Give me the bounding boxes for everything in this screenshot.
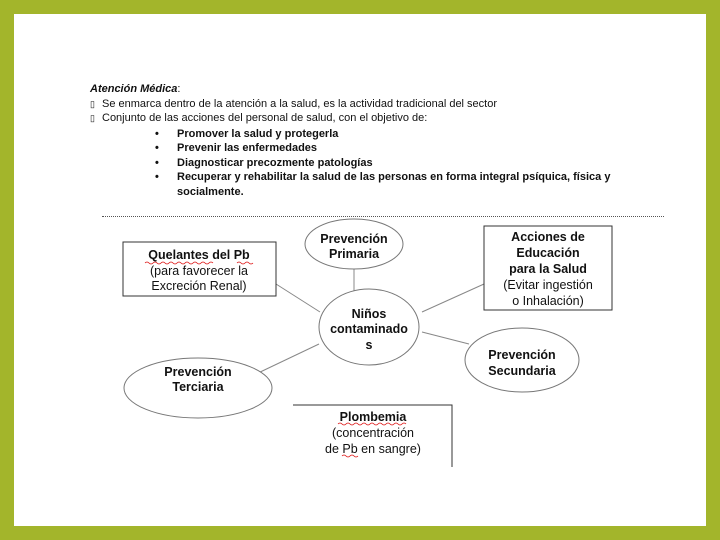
- quelantes-line-1: Quelantes del Pb: [148, 248, 250, 262]
- objective-item: • Diagnosticar precozmente patologías: [152, 156, 690, 171]
- quelantes-line-2: (para favorecer la: [150, 264, 248, 278]
- connector-secundaria: [422, 332, 469, 344]
- description-text-1: Se enmarca dentro de la atención a la salud, es la actividad tradicional del sector: [102, 97, 498, 110]
- heading-colon: :: [177, 83, 181, 95]
- slide: [14, 14, 706, 526]
- center-line-2: contaminado: [330, 322, 408, 336]
- objective-continuation: socialmente.: [177, 185, 244, 198]
- acciones-line-1: Acciones de: [511, 230, 585, 244]
- terciaria-line-1: Prevención: [164, 365, 232, 379]
- terciaria-line-2: Terciaria: [172, 380, 224, 394]
- description-text-2: Conjunto de las acciones del personal de salud, con el objetivo de:: [102, 112, 428, 124]
- spellcheck-underline: [338, 423, 406, 425]
- connector-terciaria: [256, 344, 319, 374]
- center-line-3: s: [365, 338, 373, 352]
- quelantes-line-3: Excreción Renal): [151, 279, 247, 293]
- missing-glyph-icon: ▯: [90, 98, 95, 109]
- heading-text: Atención Médica: [90, 83, 178, 95]
- primaria-line-1: Prevención: [320, 232, 388, 246]
- objective-item: • Recuperar y rehabilitar la salud de las personas en forma integral psíquica, física y: [152, 170, 690, 185]
- plombemia-line-1: Plombemia: [339, 410, 407, 424]
- primaria-line-2: Primaria: [328, 247, 380, 261]
- acciones-line-2: Educación: [516, 246, 580, 260]
- connector-quelantes: [276, 284, 320, 312]
- objective-item: • Promover la salud y protegerla: [152, 127, 690, 142]
- plombemia-line-3: de Pb en sangre): [325, 442, 421, 456]
- objective-item: • Prevenir las enfermedades: [152, 141, 690, 156]
- missing-glyph-icon: ▯: [90, 113, 95, 123]
- acciones-line-5: o Inhalación): [512, 294, 584, 308]
- acciones-line-3: para la Salud: [509, 262, 587, 276]
- secundaria-line-1: Prevención: [488, 348, 556, 362]
- secundaria-line-2: Secundaria: [488, 364, 556, 378]
- acciones-line-4: (Evitar ingestión: [503, 278, 593, 292]
- connector-acciones: [422, 284, 484, 312]
- center-line-1: Niños: [351, 307, 387, 321]
- prevention-diagram: [14, 14, 706, 526]
- plombemia-line-2: (concentración: [332, 426, 414, 440]
